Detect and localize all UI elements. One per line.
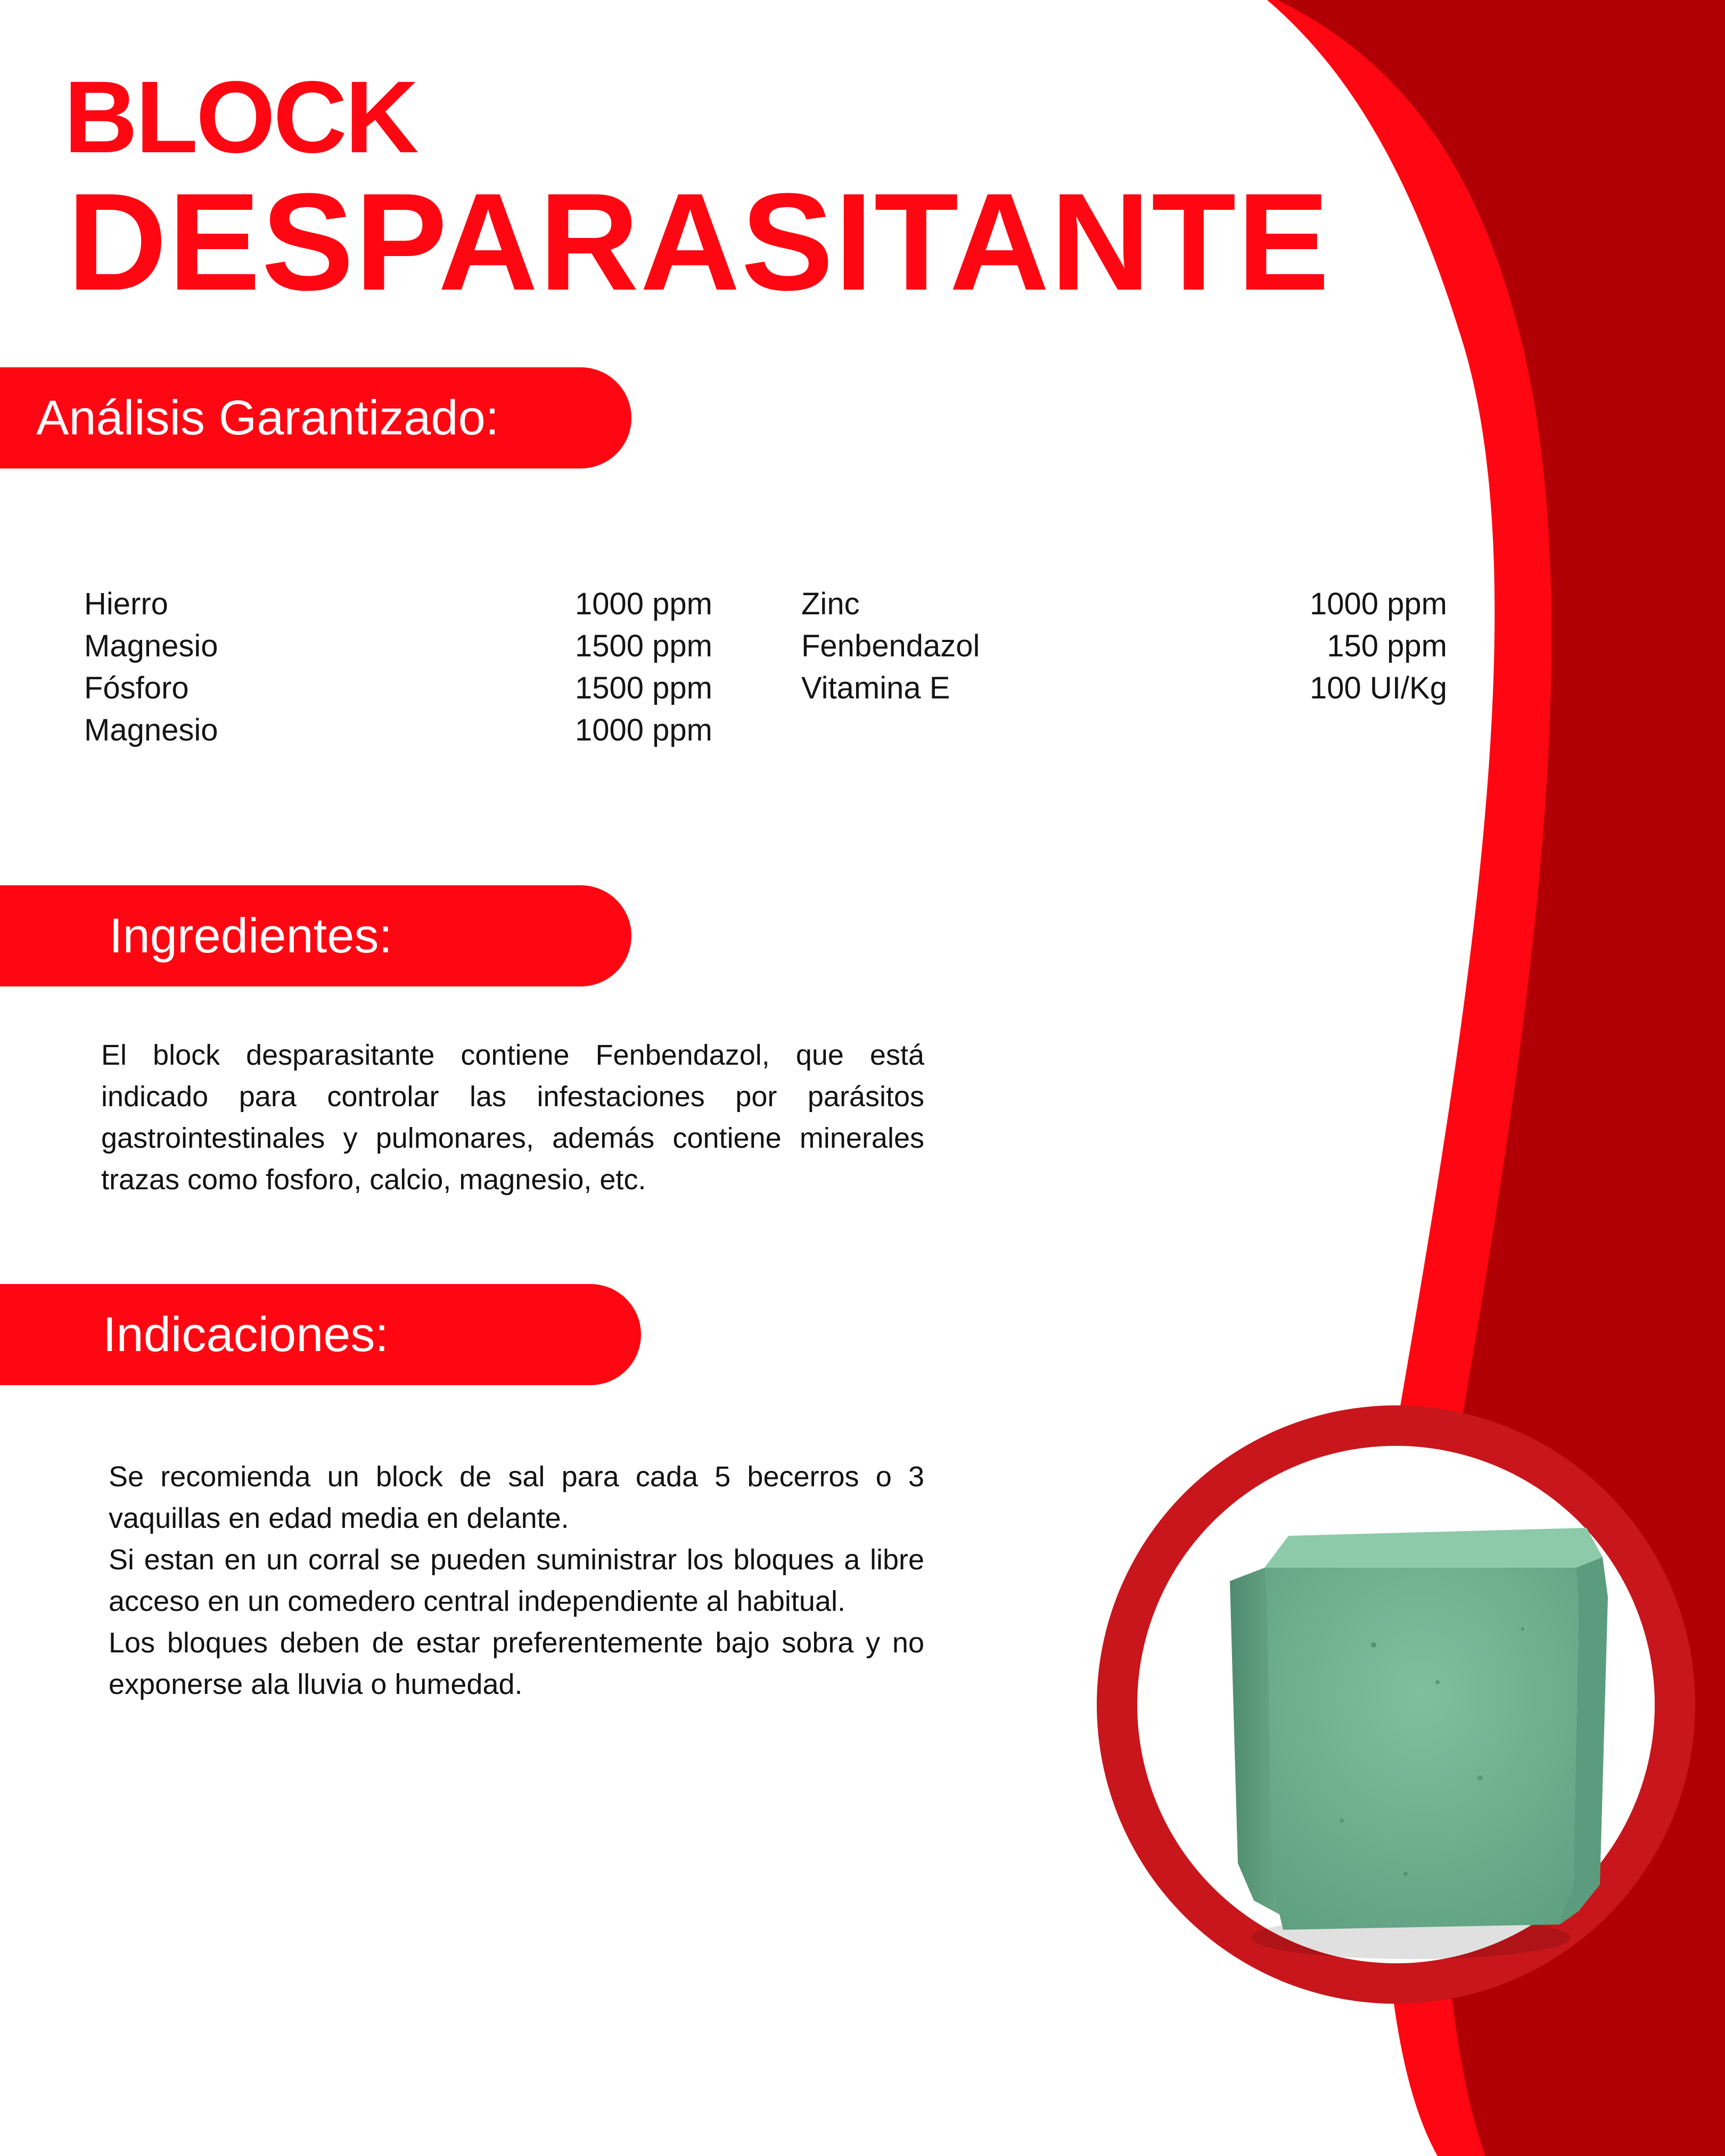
analysis-row <box>801 583 1447 625</box>
indicaciones-paragraph: Se recomienda un block de sal para cada 5 becerros o 3 vaquillas en edad media en delante. <box>109 1461 924 1534</box>
indicaciones-heading-banner <box>0 1284 641 1385</box>
analysis-row <box>84 583 712 625</box>
analysis-item-name: Hierro <box>84 587 168 621</box>
green-salt-block-icon <box>1230 1528 1608 1959</box>
title-desparasitante: DESPARASITANTE <box>67 165 1330 319</box>
analysis-item-value: 100 UI/Kg <box>1310 671 1447 705</box>
analysis-row <box>801 667 1447 709</box>
analysis-item-name: Magnesio <box>84 713 218 747</box>
analysis-item-value: 1000 ppm <box>575 587 712 621</box>
analysis-table-left <box>84 583 712 751</box>
product-image-frame <box>1097 1405 1695 2004</box>
ingredientes-text: El block desparasitante contiene Fenbendazol, que está indicado para controlar las infestaciones por parásitos gastrointestinales y pulmonares, además contiene minerales trazas como fosforo, calcio, magnesio, etc. <box>101 1039 924 1196</box>
analysis-item-value: 1000 ppm <box>1310 587 1447 621</box>
analysis-item-value: 1500 ppm <box>575 629 712 663</box>
analysis-item-value: 1500 ppm <box>575 671 712 705</box>
analisis-heading: Análisis Garantizado: <box>36 390 499 445</box>
analysis-item-value: 1000 ppm <box>575 713 712 747</box>
indicaciones-heading: Indicaciones: <box>103 1307 389 1362</box>
ingredientes-heading-banner <box>0 885 631 986</box>
title-block: BLOCK <box>64 60 417 174</box>
analysis-item-name: Fósforo <box>84 671 189 705</box>
analysis-item-name: Magnesio <box>84 629 218 663</box>
analysis-item-name: Vitamina E <box>801 671 950 705</box>
analysis-item-value: 150 ppm <box>1327 629 1447 663</box>
indicaciones-paragraph: Los bloques deben de estar preferentemente bajo sobra y no exponerse ala lluvia o humedad. <box>109 1627 924 1700</box>
ingredientes-heading: Ingredientes: <box>109 908 392 963</box>
analysis-row <box>84 625 712 667</box>
analysis-item-name: Zinc <box>801 587 860 621</box>
analysis-table-right <box>801 583 1447 709</box>
indicaciones-text <box>109 1456 924 1705</box>
analysis-row <box>84 709 712 751</box>
indicaciones-paragraph: Si estan en un corral se pueden suministrar los bloques a libre acceso en un comedero central independiente al habitual. <box>109 1544 924 1617</box>
analysis-row <box>84 667 712 709</box>
analysis-item-name: Fenbendazol <box>801 629 980 663</box>
analysis-row <box>801 625 1447 667</box>
analisis-heading-banner <box>0 367 631 468</box>
